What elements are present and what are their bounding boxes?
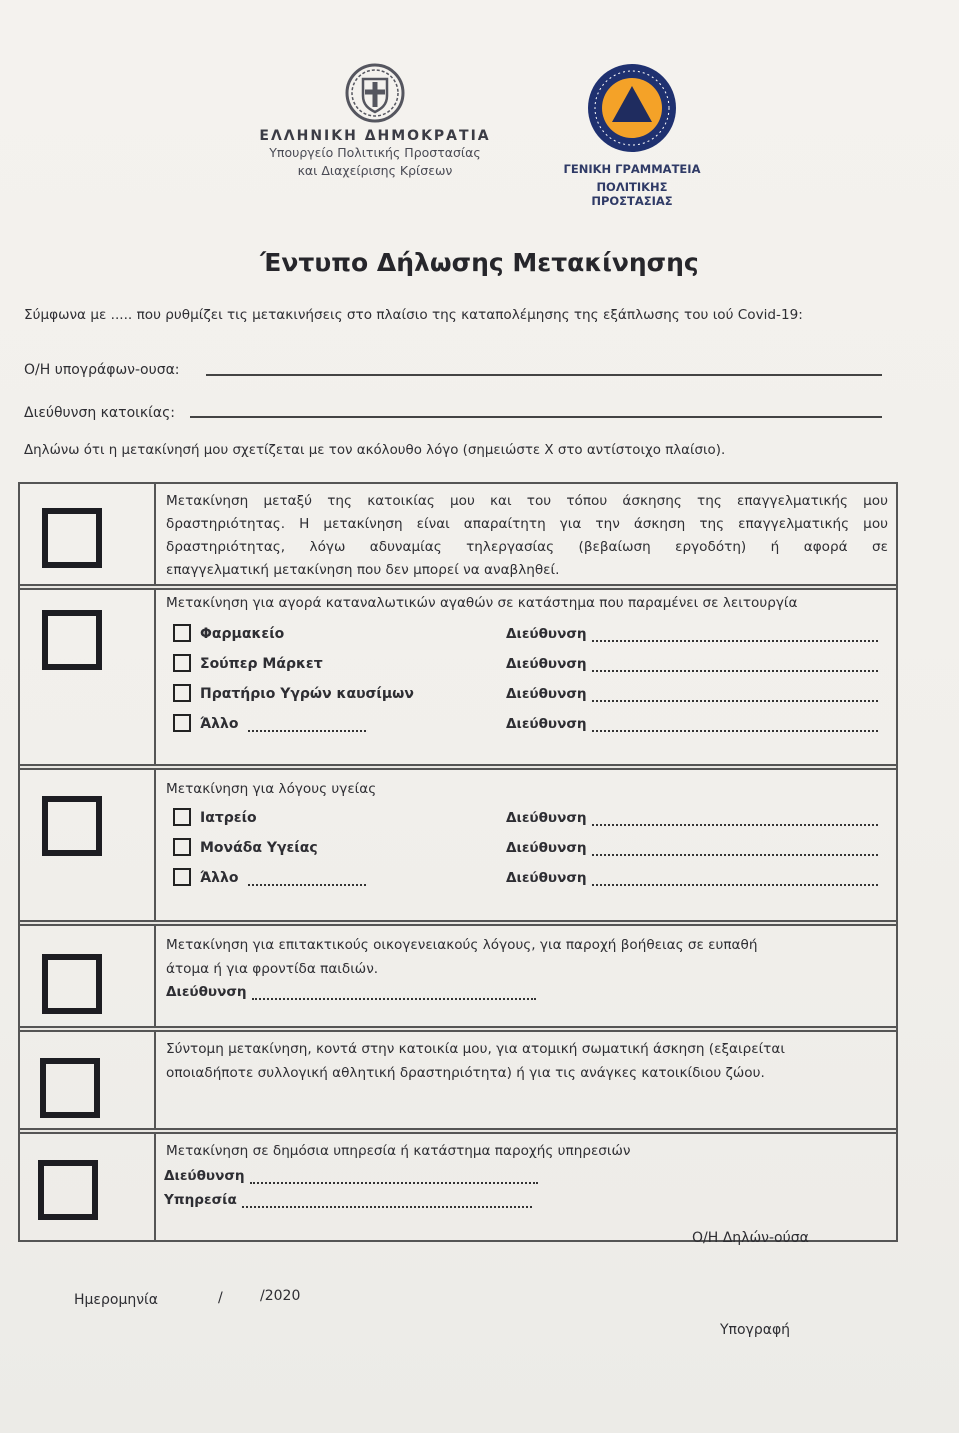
reason-6-address-dotted-line[interactable] — [250, 1182, 538, 1184]
address-dotted-line[interactable] — [592, 824, 878, 826]
option-pharmacy-label: Φαρμακείο — [200, 626, 285, 642]
reason-6-checkbox[interactable] — [38, 1160, 98, 1220]
other-dotted-line[interactable] — [248, 884, 366, 886]
option-other-checkbox[interactable] — [173, 714, 191, 732]
option-health-other-label: Άλλο — [200, 870, 239, 886]
reason-5-line2: οποιαδήποτε συλλογική αθλητική δραστηριότητα) ή για τις ανάγκες κατοικίδιου ζώου. — [166, 1065, 765, 1081]
ministry-block — [240, 62, 510, 180]
row-divider — [20, 1026, 896, 1032]
general-secretariat-line2: ΠΟΛΙΤΙΚΗΣ ΠΡΟΣΤΑΣΙΑΣ — [591, 180, 673, 208]
date-separator: / — [218, 1290, 223, 1306]
reason-1-line2: δραστηριότητας. Η μετακίνηση είναι απαραίτητη για την άσκηση της επαγγελματικής μου — [166, 516, 888, 532]
reason-4-checkbox[interactable] — [42, 954, 102, 1014]
declarant-label: Ο/Η Δηλών-ούσα — [692, 1230, 809, 1246]
reason-1-line4: επαγγελματική μετακίνηση που δεν μπορεί να αναβληθεί. — [166, 562, 560, 578]
option-fuel-station-checkbox[interactable] — [173, 684, 191, 702]
reason-1-line1: Μετακίνηση μεταξύ της κατοικίας μου και του τόπου άσκησης της επαγγελματικής μου — [166, 493, 888, 509]
residence-address-label: Διεύθυνση κατοικίας: — [24, 405, 176, 421]
signature-label: Υπογραφή — [720, 1322, 791, 1338]
option-health-unit-checkbox[interactable] — [173, 838, 191, 856]
form-header — [0, 62, 959, 212]
option-fuel-station-label: Πρατήριο Υγρών καυσίμων — [200, 686, 414, 702]
address-label: Διεύθυνση — [506, 656, 587, 672]
address-dotted-line[interactable] — [592, 670, 878, 672]
date-label: Ημερομηνία — [74, 1292, 159, 1308]
option-health-unit-label: Μονάδα Υγείας — [200, 840, 318, 856]
reason-6-heading: Μετακίνηση σε δημόσια υπηρεσία ή κατάστημα παροχής υπηρεσιών — [166, 1143, 631, 1159]
reason-4-address-dotted-line[interactable] — [252, 998, 536, 1000]
address-dotted-line[interactable] — [592, 854, 878, 856]
address-dotted-line[interactable] — [592, 700, 878, 702]
option-other-label: Άλλο — [200, 716, 239, 732]
address-label: Διεύθυνση — [506, 810, 587, 826]
row-divider — [20, 920, 896, 926]
general-secretariat-line1: ΓΕΝΙΚΗ ΓΡΑΜΜΑΤΕΙΑ — [563, 162, 701, 176]
greek-state-emblem-icon — [344, 62, 406, 124]
civil-protection-block — [562, 62, 702, 208]
address-dotted-line[interactable] — [592, 730, 878, 732]
row-divider — [20, 584, 896, 590]
reason-4-line2: άτομα ή για φροντίδα παιδιών. — [166, 961, 379, 977]
reason-3-heading: Μετακίνηση για λόγους υγείας — [166, 781, 377, 797]
reason-1-line3: δραστηριότητας, λόγω αδυναμίας τηλεργασίας (βεβαίωση εργοδότη) ή αφορά σε — [166, 539, 888, 555]
signer-label: Ο/Η υπογράφων-ουσα: — [24, 362, 180, 378]
form-title: Έντυπο Δήλωσης Μετακίνησης — [260, 248, 699, 277]
reason-2-heading: Μετακίνηση για αγορά καταναλωτικών αγαθών σε κατάστημα που παραμένει σε λειτουργία — [166, 595, 798, 611]
reason-6-service-dotted-line[interactable] — [242, 1206, 532, 1208]
address-label: Διεύθυνση — [506, 840, 587, 856]
ministry-name-line2: και Διαχείρισης Κρίσεων — [297, 163, 453, 178]
address-dotted-line[interactable] — [592, 640, 878, 642]
table-column-divider — [154, 484, 156, 1240]
reason-1-checkbox[interactable] — [42, 508, 102, 568]
reason-3-checkbox[interactable] — [42, 796, 102, 856]
reason-5-line1: Σύντομη μετακίνηση, κοντά στην κατοικία μου, για ατομική σωματική άσκηση (εξαιρείται — [166, 1041, 785, 1057]
option-doctor-checkbox[interactable] — [173, 808, 191, 826]
reason-5-checkbox[interactable] — [40, 1058, 100, 1118]
option-doctor-label: Ιατρείο — [200, 810, 257, 826]
reason-4-address-label: Διεύθυνση — [166, 984, 247, 1000]
option-supermarket-checkbox[interactable] — [173, 654, 191, 672]
republic-name: ΕΛΛΗΝΙΚΗ ΔΗΜΟΚΡΑΤΙΑ — [259, 128, 491, 144]
reason-6-address-label: Διεύθυνση — [164, 1168, 245, 1184]
reason-6-service-label: Υπηρεσία — [164, 1192, 237, 1208]
address-dotted-line[interactable] — [592, 884, 878, 886]
address-label: Διεύθυνση — [506, 686, 587, 702]
option-supermarket-label: Σούπερ Μάρκετ — [200, 656, 323, 672]
civil-protection-emblem-icon — [586, 62, 678, 154]
reason-2-checkbox[interactable] — [42, 610, 102, 670]
address-label: Διεύθυνση — [506, 870, 587, 886]
date-year: /2020 — [260, 1288, 301, 1304]
residence-address-input-line[interactable] — [190, 416, 882, 418]
declaration-text: Δηλώνω ότι η μετακίνησή μου σχετίζεται με τον ακόλουθο λόγο (σημειώστε Χ στο αντίστοιχο πλαίσιο). — [24, 443, 726, 458]
other-dotted-line[interactable] — [248, 730, 366, 732]
signer-input-line[interactable] — [206, 374, 882, 376]
row-divider — [20, 764, 896, 770]
address-label: Διεύθυνση — [506, 626, 587, 642]
address-label: Διεύθυνση — [506, 716, 587, 732]
ministry-name-line1: Υπουργείο Πολιτικής Προστασίας — [269, 145, 481, 160]
intro-text: Σύμφωνα με ..... που ρυθμίζει τις μετακινήσεις στο πλαίσιο της καταπολέμησης της εξάπλωσης του ιού Covid-19: — [24, 307, 803, 323]
option-health-other-checkbox[interactable] — [173, 868, 191, 886]
movement-reasons-table — [18, 482, 898, 1242]
row-divider — [20, 1128, 896, 1134]
option-pharmacy-checkbox[interactable] — [173, 624, 191, 642]
reason-4-line1: Μετακίνηση για επιτακτικούς οικογενειακούς λόγους, για παροχή βοήθειας σε ευπαθή — [166, 937, 758, 953]
